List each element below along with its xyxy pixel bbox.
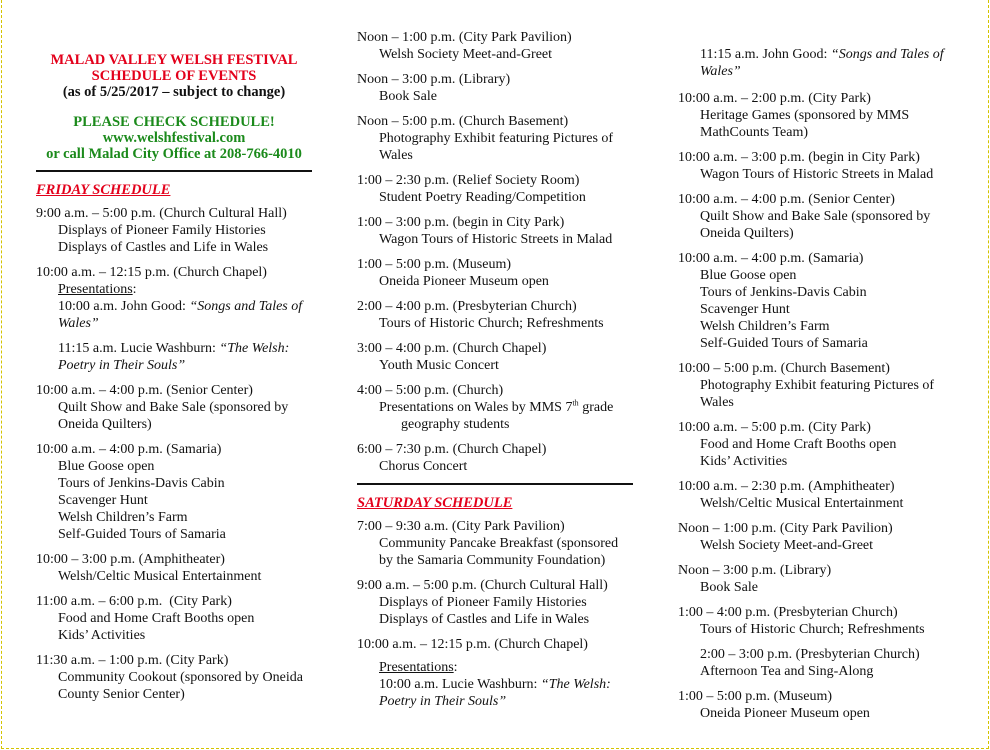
column-2 [357,29,633,718]
event-time: 4:00 – 5:00 p.m. (Church) [357,383,504,398]
event-time: 1:00 – 3:00 p.m. (begin in City Park) [357,215,565,230]
event-desc: Displays of Pioneer Family Histories [58,223,266,238]
event-desc: Kids’ Activities [58,628,146,643]
event-time: 10:00 a.m. – 4:00 p.m. (Senior Center) [678,192,895,207]
event-desc: Oneida Pioneer Museum open [379,274,549,289]
event-time: 6:00 – 7:30 p.m. (Church Chapel) [357,442,547,457]
event-desc: Scavenger Hunt [58,493,148,508]
event-desc: Displays of Pioneer Family Histories [379,595,587,610]
event-item [678,562,968,596]
event-item [357,298,633,332]
schedule-title: SCHEDULE OF EVENTS [91,68,257,84]
event-desc: Welsh Society Meet-and-Greet [379,47,553,62]
event-desc: Tours of Jenkins-Davis Cabin [700,285,867,300]
event-desc: Tours of Historic Church; Refreshments [379,316,604,331]
event-desc: Youth Music Concert [379,358,499,373]
event-item [357,256,633,290]
festival-title: MALAD VALLEY WELSH FESTIVAL [50,52,298,68]
event-time: 2:00 – 4:00 p.m. (Presbyterian Church) [357,299,577,314]
event-item [357,382,633,433]
event-time: Noon – 1:00 p.m. (City Park Pavilion) [678,521,893,536]
event-item [357,441,633,475]
event-item [36,205,312,256]
event-item [357,577,633,628]
event-item [357,29,633,63]
event-desc: Blue Goose open [58,459,155,474]
event-desc: Food and Home Craft Booths open [700,437,897,452]
event-desc: Scavenger Hunt [700,302,790,317]
event-desc: Chorus Concert [379,459,468,474]
event-item [36,652,312,703]
event-item [678,419,968,470]
event-item [678,478,968,512]
event-desc: Food and Home Craft Booths open [58,611,255,626]
event-desc: Self-Guided Tours of Samaria [700,336,868,351]
event-time: 11:30 a.m. – 1:00 p.m. (City Park) [36,653,229,668]
event-item [357,214,633,248]
presentation-item: 10:00 a.m. John Good: “Songs and Tales of Wales” [58,299,303,331]
event-desc: Kids’ Activities [700,454,788,469]
event-time: 10:00 a.m. – 5:00 p.m. (City Park) [678,420,871,435]
event-desc: Welsh Children’s Farm [58,510,188,525]
event-item [678,360,968,411]
presentations-label: Presentations: [379,660,458,675]
friday-schedule-heading: FRIDAY SCHEDULE [36,182,171,198]
event-desc: Student Poetry Reading/Competition [379,190,586,205]
event-desc: Blue Goose open [700,268,797,283]
event-desc: Self-Guided Tours of Samaria [58,527,226,542]
event-desc: Community Pancake Breakfast (sponsored by the Samaria Community Foundation) [379,536,619,568]
event-time: Noon – 3:00 p.m. (Library) [357,72,511,87]
event-time: 10:00 a.m. – 12:15 p.m. (Church Chapel) [357,637,588,652]
event-time: 10:00 a.m. – 12:15 p.m. (Church Chapel) [36,265,267,280]
column-1 [36,0,312,711]
event-item [678,646,968,680]
event-desc: Heritage Games (sponsored by MMS MathCounts Team) [700,108,910,140]
event-time: 3:00 – 4:00 p.m. (Church Chapel) [357,341,547,356]
as-of-note: (as of 5/25/2017 – subject to change) [62,84,286,100]
schedule-header [36,52,312,162]
section-divider [357,483,633,485]
event-item [678,90,968,141]
event-desc: Oneida Pioneer Museum open [700,706,870,721]
event-time: Noon – 5:00 p.m. (Church Basement) [357,114,569,129]
event-desc: Displays of Castles and Life in Wales [379,612,590,627]
check-schedule-note: PLEASE CHECK SCHEDULE! [73,114,275,130]
header-divider [36,170,312,172]
event-time: 2:00 – 3:00 p.m. (Presbyterian Church) [700,647,920,662]
event-time: 10:00 a.m. – 4:00 p.m. (Samaria) [678,251,864,266]
event-item [357,340,633,374]
event-item [36,264,312,374]
event-desc: Wagon Tours of Historic Streets in Malad [379,232,613,247]
event-desc: Quilt Show and Bake Sale (sponsored by Oneida Quilters) [58,400,289,432]
event-desc: Afternoon Tea and Sing-Along [700,664,874,679]
event-time: 10:00 a.m. – 3:00 p.m. (begin in City Park) [678,150,920,165]
event-desc: Book Sale [700,580,758,595]
event-desc: geography students [401,417,510,432]
event-item [678,149,968,183]
event-time: 1:00 – 5:00 p.m. (Museum) [357,257,511,272]
event-item [357,636,633,710]
event-time: 10:00 a.m. – 4:00 p.m. (Senior Center) [36,383,253,398]
event-time: 1:00 – 5:00 p.m. (Museum) [678,689,832,704]
presentation-item: 10:00 a.m. Lucie Washburn: “The Welsh: Poetry in Their Souls” [379,677,611,709]
event-desc: Community Cookout (sponsored by Oneida County Senior Center) [58,670,303,702]
event-desc: Wagon Tours of Historic Streets in Malad [700,167,934,182]
event-time: 10:00 a.m. – 4:00 p.m. (Samaria) [36,442,222,457]
presentation-item: 11:15 a.m. John Good: “Songs and Tales of Wales” [700,47,944,79]
event-desc: Welsh/Celtic Musical Entertainment [58,569,262,584]
event-desc: Presentations on Wales by MMS 7th grade [379,398,614,415]
event-time: 9:00 a.m. – 5:00 p.m. (Church Cultural Hall) [357,578,608,593]
event-time: Noon – 1:00 p.m. (City Park Pavilion) [357,30,572,45]
column-3 [678,46,968,730]
event-item [678,46,968,80]
event-desc: Photography Exhibit featuring Pictures of Wales [379,131,614,163]
event-item [357,71,633,105]
event-desc: Displays of Castles and Life in Wales [58,240,269,255]
event-time: 9:00 a.m. – 5:00 p.m. (Church Cultural Hall) [36,206,287,221]
event-time: 10:00 – 3:00 p.m. (Amphitheater) [36,552,225,567]
event-item [36,593,312,644]
event-time: 7:00 – 9:30 a.m. (City Park Pavilion) [357,519,565,534]
event-item [678,688,968,722]
city-office-phone: or call Malad City Office at 208-766-4010 [46,146,302,162]
event-item [36,441,312,543]
event-item [357,518,633,569]
event-time: 1:00 – 2:30 p.m. (Relief Society Room) [357,173,580,188]
event-desc: Welsh Children’s Farm [700,319,830,334]
event-desc: Book Sale [379,89,437,104]
event-item [357,113,633,164]
event-item [357,172,633,206]
event-time: 10:00 a.m. – 2:00 p.m. (City Park) [678,91,871,106]
event-desc: Photography Exhibit featuring Pictures of Wales [700,378,935,410]
event-time: Noon – 3:00 p.m. (Library) [678,563,832,578]
event-desc: Tours of Jenkins-Davis Cabin [58,476,225,491]
event-desc: Welsh Society Meet-and-Greet [700,538,874,553]
event-time: 10:00 – 5:00 p.m. (Church Basement) [678,361,890,376]
event-item [678,191,968,242]
saturday-schedule-heading: SATURDAY SCHEDULE [357,495,513,511]
event-desc: Tours of Historic Church; Refreshments [700,622,925,637]
event-item [36,382,312,433]
website-link[interactable]: www.welshfestival.com [102,130,246,146]
presentation-item: 11:15 a.m. Lucie Washburn: “The Welsh: Poetry in Their Souls” [58,341,290,373]
event-time: 1:00 – 4:00 p.m. (Presbyterian Church) [678,605,898,620]
event-time: 10:00 a.m. – 2:30 p.m. (Amphitheater) [678,479,895,494]
presentations-label: Presentations: [58,282,137,297]
event-time: 11:00 a.m. – 6:00 p.m. (City Park) [36,594,232,609]
event-desc: Quilt Show and Bake Sale (sponsored by Oneida Quilters) [700,209,931,241]
event-item [678,250,968,352]
event-desc: Welsh/Celtic Musical Entertainment [700,496,904,511]
event-item [36,551,312,585]
event-item [678,520,968,554]
event-item [678,604,968,638]
